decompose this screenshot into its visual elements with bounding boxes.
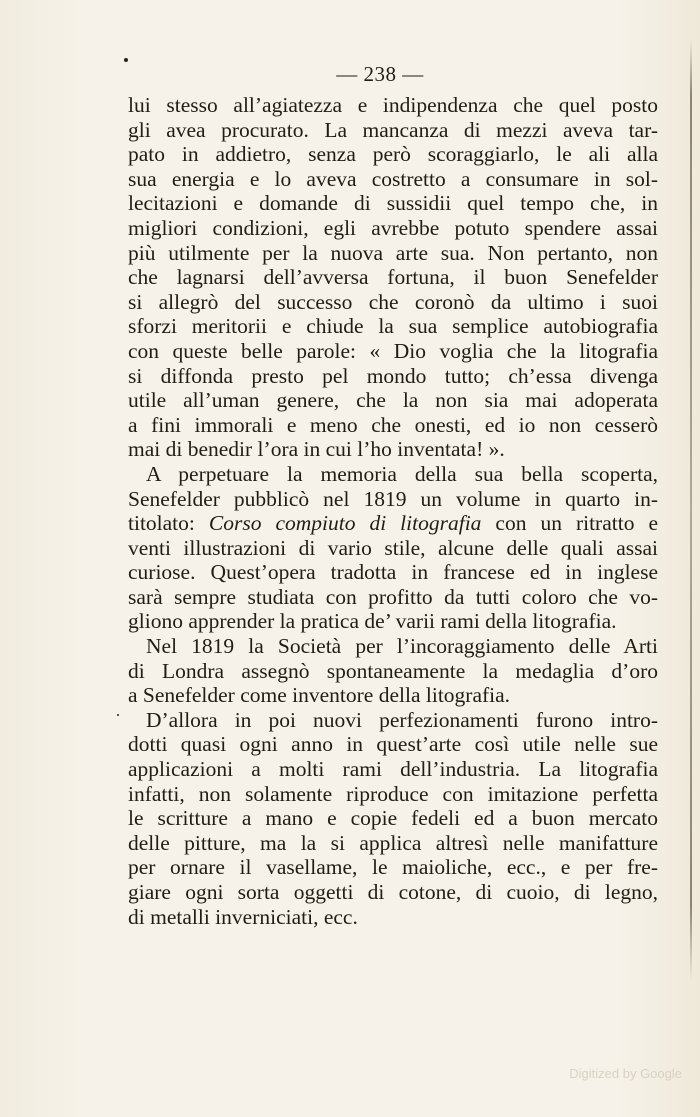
text-line bbox=[128, 142, 658, 167]
text-line bbox=[128, 855, 658, 880]
page-number-header: — 238 — bbox=[336, 62, 424, 86]
text-segment: che lagnarsi dell’avversa fortuna, il buon Senefelder bbox=[128, 265, 658, 290]
text-segment: le scritture a mano e copie fedeli ed a buon mercato bbox=[128, 806, 658, 831]
text-segment: dotti quasi ogni anno in quest’arte così utile nelle sue bbox=[128, 732, 658, 757]
text-segment: gliono apprender la pratica de’ varii rami della litografia. bbox=[128, 609, 617, 634]
text-line bbox=[128, 511, 658, 536]
text-line bbox=[128, 659, 658, 684]
text-line bbox=[128, 265, 658, 290]
text-line bbox=[128, 585, 658, 610]
text-segment: migliori condizioni, egli avrebbe potuto spendere assai bbox=[128, 215, 658, 240]
text-segment: si diffonda presto pel mondo tutto; ch’essa divenga bbox=[128, 363, 658, 388]
text-line bbox=[128, 93, 658, 118]
text-line bbox=[128, 191, 658, 216]
text-line bbox=[128, 290, 658, 315]
text-segment: sforzi meritorii e chiude la sua semplice autobiografia bbox=[128, 314, 658, 339]
text-segment: lecitazioni e domande di sussidii quel tempo che, in bbox=[128, 191, 658, 216]
text-segment: a fini immorali e meno che onesti, ed io non cesserò bbox=[128, 412, 658, 437]
text-line bbox=[128, 388, 658, 413]
text-line bbox=[128, 831, 658, 856]
text-segment: gli avea procurato. La mancanza di mezzi aveva tar- bbox=[128, 117, 658, 142]
text-segment: Senefelder pubblicò nel 1819 un volume in quarto in- bbox=[128, 486, 658, 511]
text-line bbox=[128, 487, 658, 512]
text-segment: con un ritratto e bbox=[481, 511, 658, 536]
text-segment: si allegrò del successo che coronò da ultimo i suoi bbox=[128, 289, 658, 314]
text-segment: infatti, non solamente riproduce con imitazione perfetta bbox=[128, 781, 658, 806]
text-line bbox=[128, 757, 658, 782]
text-line bbox=[128, 560, 658, 585]
text-segment: lui stesso all’agiatezza e indipendenza che quel posto bbox=[128, 93, 658, 117]
text-line bbox=[128, 905, 658, 930]
text-line bbox=[128, 683, 658, 708]
digitization-watermark: Digitized by Google bbox=[569, 1066, 682, 1081]
text-segment: più utilmente per la nuova arte sua. Non pertanto, non bbox=[128, 240, 658, 265]
text-line bbox=[128, 782, 658, 807]
text-line bbox=[128, 314, 658, 339]
ink-speck bbox=[117, 714, 119, 716]
text-line bbox=[128, 216, 658, 241]
text-line bbox=[128, 167, 658, 192]
text-line bbox=[128, 413, 658, 438]
text-segment: di metalli inverniciati, ecc. bbox=[128, 904, 358, 929]
text-line bbox=[128, 880, 658, 905]
text-segment: mai di benedir l’ora in cui l’ho inventata! ». bbox=[128, 437, 505, 462]
text-segment: applicazioni a molti rami dell’industria. La litografia bbox=[128, 757, 658, 782]
text-line bbox=[128, 364, 658, 389]
text-segment: curiose. Quest’opera tradotta in francese ed in inglese bbox=[128, 560, 658, 585]
text-segment: Nel 1819 la Società per l’incoraggiamento delle Arti bbox=[146, 634, 658, 659]
text-line bbox=[128, 708, 658, 733]
page-edge-shadow bbox=[690, 40, 692, 980]
text-segment: sua energia e lo aveva costretto a consumare in sol- bbox=[128, 166, 658, 191]
text-segment: per ornare il vasellame, le maioliche, ecc., e per fre- bbox=[128, 855, 658, 880]
text-line bbox=[128, 339, 658, 364]
text-line bbox=[128, 437, 658, 462]
text-line bbox=[128, 241, 658, 266]
text-line bbox=[128, 118, 658, 143]
text-line bbox=[128, 806, 658, 831]
text-segment: sarà sempre studiata con profitto da tutti coloro che vo- bbox=[128, 584, 658, 609]
text-segment: di Londra assegnò spontaneamente la medaglia d’oro bbox=[128, 658, 658, 683]
body-text bbox=[128, 93, 658, 929]
text-segment: a Senefelder come inventore della litografia. bbox=[128, 683, 511, 708]
text-line bbox=[128, 609, 658, 634]
text-segment: D’allora in poi nuovi perfezionamenti furono intro- bbox=[146, 707, 658, 732]
text-segment: delle pitture, ma la si applica altresì nelle manifatture bbox=[128, 830, 658, 855]
book-title-italic: Corso compiuto di litografia bbox=[208, 511, 482, 536]
text-segment: titolato: bbox=[128, 511, 209, 536]
text-line bbox=[128, 634, 658, 659]
text-segment: giare ogni sorta oggetti di cotone, di cuoio, di legno, bbox=[128, 880, 658, 904]
text-line bbox=[128, 732, 658, 757]
text-segment: pato in addietro, senza però scoraggiarlo, le ali alla bbox=[128, 142, 658, 167]
text-segment: venti illustrazioni di vario stile, alcune delle quali assai bbox=[128, 535, 658, 560]
text-line bbox=[128, 462, 658, 487]
text-segment: utile all’uman genere, che la non sia mai adoperata bbox=[128, 388, 658, 413]
text-line bbox=[128, 536, 658, 561]
text-segment: A perpetuare la memoria della sua bella scoperta, bbox=[146, 461, 658, 486]
text-segment: con queste belle parole: « Dio voglia che la litografia bbox=[128, 338, 658, 363]
